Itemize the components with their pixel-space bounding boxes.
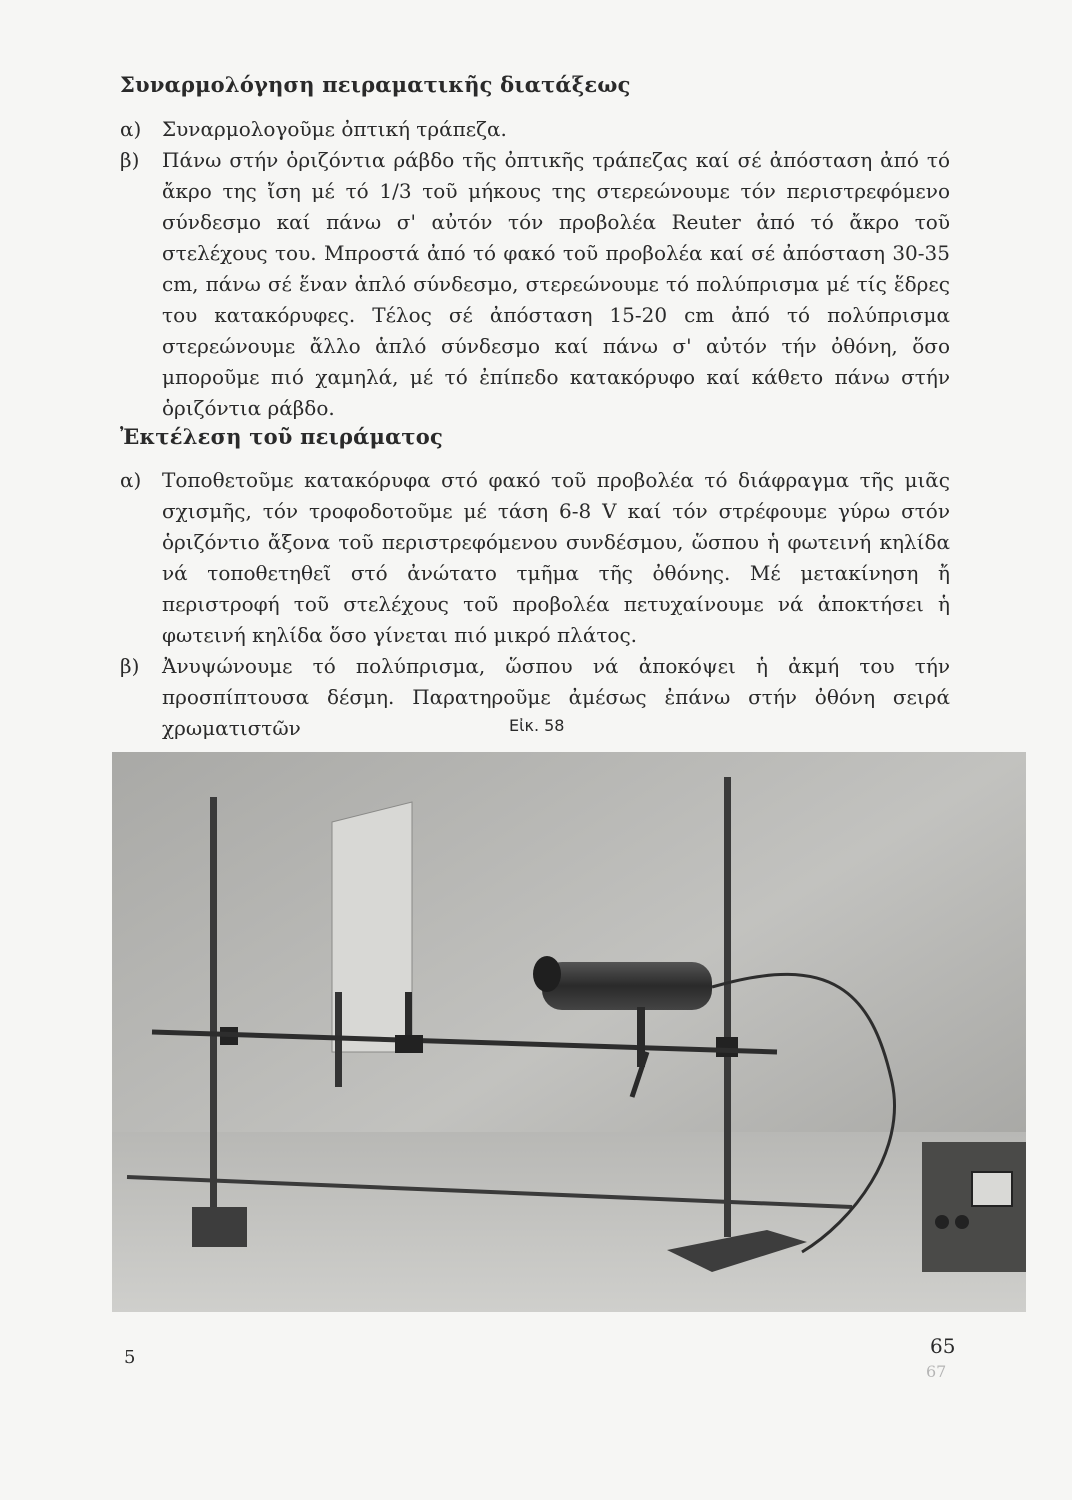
photo-floor [112, 1132, 1026, 1312]
list-item [120, 465, 950, 651]
item-text: Τοποθετοῦμε κατακόρυφα στό φακό τοῦ προβολέα τό διάφραγμα τῆς μιᾶς σχισμῆς, τόν τροφοδοτοῦμε μέ τάση 6-8 V καί τόν στρέφουμε γύρω στόν ὁριζόντιο ἄξονα τοῦ περιστρεφόμενου συνδέσμου, ὥσπου ἡ φωτεινή κηλίδα νά τοποθετηθεῖ στό ἀνώτατο τμῆμα τῆς ὀθόνης. Μέ μετακίνηση ἤ περιστροφή τοῦ στελέχους τοῦ προβολέα πετυχαίνουμε νά ἀποκτήσει ἡ φωτεινή κηλίδα ὅσο γίνεται πιό μικρό πλάτος. [162, 468, 950, 647]
screen-panel [332, 802, 412, 1052]
signature-number: 5 [124, 1347, 136, 1368]
list-item [120, 145, 950, 424]
power-supply-dial [972, 1172, 1012, 1206]
item-label: α) [120, 117, 142, 141]
item-label: β) [120, 148, 140, 172]
projector-body [542, 962, 712, 1010]
item-text: Ἀνυψώνουμε τό πολύπρισμα, ὥσπου νά ἀποκόψει ἡ ἀκμή του τήν προσπίπτουσα δέσμη. Παρατηροῦμε ἀμέσως ἐπάνω στήν ὀθόνη σειρά χρωματιστῶν [162, 654, 950, 740]
section-title-execution: Ἐκτέλεση τοῦ πειράματος [120, 424, 443, 449]
item-label: α) [120, 468, 142, 492]
figure-caption: Εἰκ. 58 [509, 716, 565, 735]
prism-holder-clamp [395, 1035, 423, 1053]
page-number: 65 [930, 1334, 956, 1358]
right-stand-rod [724, 777, 731, 1237]
item-label: β) [120, 654, 140, 678]
power-supply-knob [935, 1215, 949, 1229]
projector-lens [533, 956, 561, 992]
right-stand-clamp [716, 1037, 738, 1057]
section-title-assembly: Συναρμολόγηση πειραματικῆς διατάξεως [120, 72, 631, 97]
faint-page-number: 67 [926, 1362, 947, 1381]
item-text: Πάνω στήν ὁριζόντια ράβδο τῆς ὀπτικῆς τράπεζας καί σέ ἀπόσταση ἀπό τό ἄκρο της ἴση μέ τό 1/3 τοῦ μήκους της στερεώνουμε τόν περιστρεφόμενο σύνδεσμο καί πάνω σ' αὐτόν τόν προβολέα Reuter ἀπό τό ἄκρο τοῦ στελέχους του. Μπροστά ἀπό τό φακό τοῦ προβολέα καί σέ ἀπόσταση 30-35 cm, πάνω σέ ἕναν ἁπλό σύνδεσμο, στερεώνουμε τό πολύπρισμα μέ τίς ἕδρες του κατακόρυφες. Τέλος σέ ἀπόσταση 15-20 cm ἀπό τό πολύπρισμα στερεώνουμε ἄλλο ἁπλό σύνδεσμο καί πάνω σ' αὐτόν τήν ὀθόνη, ὅσο μποροῦμε πιό χαμηλά, μέ τό ἐπίπεδο κατακόρυφο καί κάθετο πάνω στήν ὁριζόντια ράβδο. [162, 148, 950, 420]
left-stand-rod [210, 797, 217, 1217]
left-stand-base [192, 1207, 247, 1247]
item-text: Συναρμολογοῦμε ὀπτική τράπεζα. [162, 117, 507, 141]
power-supply-knob [955, 1215, 969, 1229]
experiment-photo [112, 752, 1026, 1312]
list-item [120, 114, 950, 145]
